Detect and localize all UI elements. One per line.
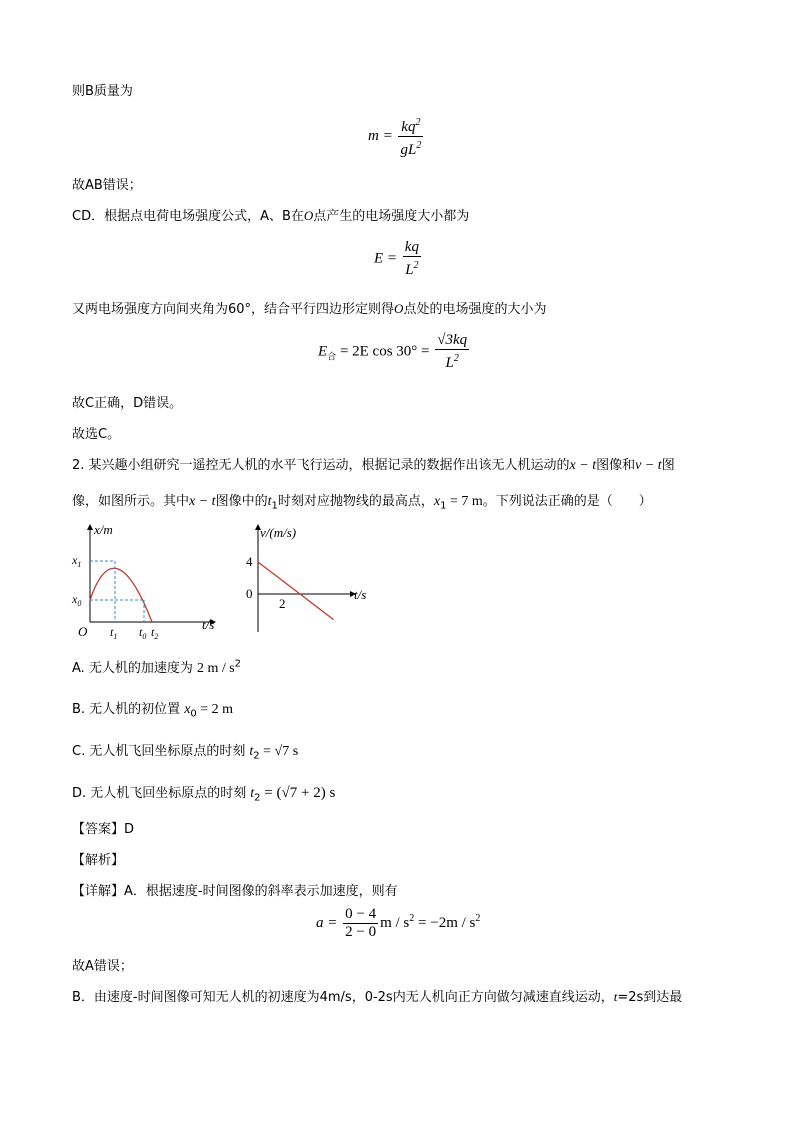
- text-line: 则B质量为: [72, 84, 133, 99]
- text: O: [394, 301, 404, 316]
- text-line: 故C正确，D错误。: [72, 396, 183, 411]
- text: C. 无人机飞回坐标原点的时刻: [72, 744, 246, 759]
- label-origin: O: [78, 624, 88, 639]
- tick-0: 0: [246, 586, 253, 601]
- text: v − t: [635, 458, 662, 473]
- text: 像，如图所示。其中: [72, 494, 190, 509]
- x-axis-label: t/s: [354, 587, 367, 602]
- text: D. 无人机飞回坐标原点的时刻: [72, 786, 247, 801]
- sup: 2: [413, 260, 419, 271]
- fraction: [403, 239, 421, 279]
- sup: 2: [409, 912, 415, 924]
- option-c: [72, 740, 298, 762]
- text: 点处的电场强度的大小为: [403, 302, 547, 317]
- eq-num: 0 − 4: [345, 906, 377, 922]
- label-t0: $t_0$: [139, 625, 147, 641]
- text-line: [72, 986, 682, 1005]
- sub: 0: [190, 708, 197, 720]
- text: = 7 m: [446, 494, 483, 509]
- option-a: [72, 657, 241, 677]
- option-b: [72, 698, 233, 720]
- sub: 2: [253, 750, 260, 762]
- text: 2 m / s: [196, 661, 235, 676]
- text-line: 故选C。: [72, 427, 121, 442]
- label-x1: $x_1$: [72, 553, 82, 569]
- equation-field: [374, 239, 423, 279]
- eq-den: L: [445, 355, 454, 371]
- label-x0: $x_0$: [72, 592, 82, 608]
- eq-rhs: m / s: [380, 914, 410, 931]
- text: 图: [661, 458, 675, 473]
- equation-acceleration: [316, 906, 480, 941]
- text: 图像和: [596, 458, 636, 473]
- parabola-curve: [90, 568, 152, 622]
- text: A. 无人机的加速度为: [72, 661, 193, 676]
- equation-combined-field: [318, 332, 471, 372]
- text: = (√7 + 2) s: [260, 785, 336, 801]
- detail-line: 【详解】A．根据速度-时间图像的斜率表示加速度，则有: [72, 884, 398, 899]
- tick-2: 2: [279, 596, 286, 611]
- eq-den: 2 − 0: [345, 924, 377, 940]
- text: x − t: [569, 458, 597, 473]
- equation-mass: [368, 114, 425, 159]
- sup: 2: [415, 117, 421, 128]
- y-axis-label: x/m: [94, 522, 113, 537]
- eq-num: kq: [401, 119, 416, 135]
- text: t: [613, 989, 618, 1004]
- eq-num: √3kq: [437, 332, 468, 348]
- sup: 2: [234, 658, 242, 670]
- question-text: [72, 454, 675, 474]
- text-line: 故AB错误；: [72, 178, 142, 193]
- analysis-line: 【解析】: [72, 853, 125, 868]
- text: t: [249, 744, 254, 759]
- label-t1: $t_1$: [110, 625, 118, 641]
- velocity-line: [258, 562, 334, 620]
- y-axis-label: v/(m/s): [260, 525, 297, 540]
- fraction: [435, 332, 469, 372]
- tick-4: 4: [246, 554, 253, 569]
- text: t: [267, 494, 272, 509]
- text: x: [184, 702, 191, 717]
- xt-graph: [70, 522, 230, 642]
- eq-den: L: [405, 262, 414, 278]
- option-d: [72, 782, 335, 804]
- question-text: [72, 490, 652, 512]
- sup: 2: [475, 912, 481, 924]
- text: 点产生的电场强度大小都为: [313, 209, 470, 224]
- fraction: [343, 906, 378, 941]
- x-axis-label: t/s: [202, 617, 215, 632]
- sup: 2: [453, 353, 459, 364]
- text: 时刻对应抛物线的最高点，: [277, 494, 434, 509]
- eq-den: gL: [400, 142, 417, 158]
- text: = 2 m: [196, 702, 234, 717]
- eq-rhs: = −2m / s: [414, 914, 476, 931]
- sub: 1: [440, 500, 447, 512]
- eq-lhs: a =: [316, 914, 338, 931]
- sub: 1: [271, 500, 278, 512]
- text: 图像中的: [215, 494, 268, 509]
- text-line: [72, 298, 546, 317]
- label-t2: $t_2$: [151, 625, 159, 641]
- y-axis-arrow: [87, 524, 93, 530]
- eq-lhs: E =: [374, 250, 398, 267]
- fraction: [398, 114, 423, 159]
- text: B. 无人机的初位置: [72, 702, 181, 717]
- eq-lhs: E: [318, 343, 328, 360]
- sup: 2: [416, 140, 422, 151]
- text: x − t: [189, 494, 216, 509]
- text: B．由速度-时间图像可知无人机的初速度为4m/s，0-2s内无人机向正方向做匀减速直线运动，: [72, 990, 614, 1005]
- text-line: [72, 205, 469, 224]
- text: 。下列说法正确的是（ ）: [482, 494, 652, 509]
- eq-num: kq: [404, 239, 419, 255]
- eq-mid: = 2E cos 30° =: [336, 343, 430, 360]
- text-line: 故A错误；: [72, 959, 133, 974]
- vt-graph: [238, 520, 388, 640]
- text: CD．根据点电荷电场强度公式，A、B在: [72, 209, 304, 224]
- text: = √7 s: [259, 744, 299, 759]
- text: O: [303, 208, 314, 223]
- text: 又两电场强度方向间夹角为60°，结合平行四边形定则得: [72, 302, 395, 317]
- answer-line: 【答案】D: [72, 822, 135, 837]
- text: t: [250, 786, 255, 801]
- eq-lhs: m =: [368, 127, 393, 144]
- sub: 合: [327, 352, 337, 363]
- text: 2. 某兴趣小组研究一遥控无人机的水平飞行运动，根据记录的数据作出该无人机运动的: [72, 458, 570, 473]
- text: =2s到达最: [617, 990, 683, 1005]
- sub: 2: [254, 792, 261, 804]
- text: x: [433, 494, 441, 509]
